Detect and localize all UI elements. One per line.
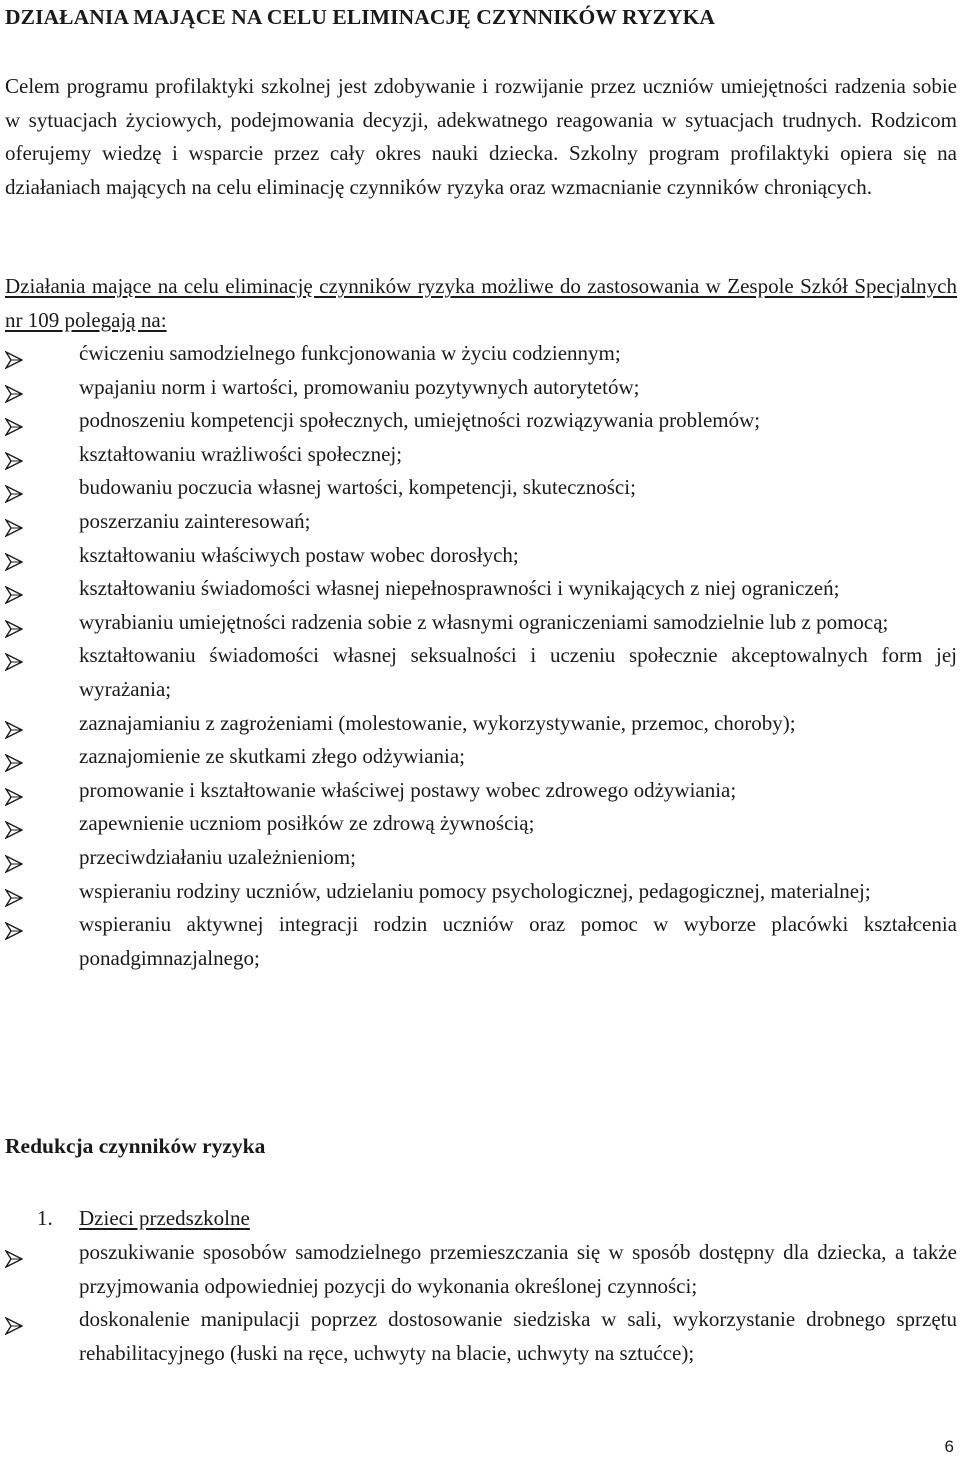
page-number: 6 (944, 1437, 954, 1456)
arrowhead-bullet-icon (5, 480, 23, 498)
list-item (5, 404, 957, 438)
list-item (5, 371, 957, 405)
list-item-text: wspieraniu rodziny uczniów, udzielaniu pomocy psychologicznej, pedagogicznej, materialnej; (79, 878, 871, 903)
group-number: 1. (37, 1206, 53, 1230)
arrowhead-bullet-icon (5, 917, 23, 935)
arrowhead-bullet-icon (5, 548, 23, 566)
list-item (5, 841, 957, 875)
arrowhead-bullet-icon (5, 1245, 23, 1263)
list-item-text: kształtowaniu świadomości własnej seksualności i uczeniu społecznie akceptowalnych form jej wyrażania; (79, 643, 957, 701)
list-item-text: podnoszeniu kompetencji społecznych, umiejętności rozwiązywania problemów; (79, 408, 761, 433)
actions-intro-paragraph (5, 270, 957, 337)
arrowhead-bullet-icon (5, 581, 23, 599)
intro-paragraph: Celem programu profilaktyki szkolnej jest zdobywanie i rozwijanie przez uczniów umiejętności radzenia sobie w sytuacjach życiowych, podejmowania decyzji, adekwatnego reagowania w sytuacjach trudnych. Rodzicom oferujemy wiedzę i wsparcie przez cały okres nauki dziecka. Szkolny program profilaktyki opiera się na działaniach mających na celu eliminację czynników ryzyka oraz wzmacnianie czynników chroniących. (5, 74, 957, 199)
list-item (5, 740, 957, 774)
arrowhead-bullet-icon (5, 749, 23, 767)
arrowhead-bullet-icon (5, 850, 23, 868)
list-item (5, 337, 957, 371)
arrowhead-bullet-icon (5, 447, 23, 465)
list-item (5, 1236, 957, 1303)
list-item (5, 639, 957, 706)
arrowhead-bullet-icon (5, 716, 23, 734)
list-item-text: kształtowaniu właściwych postaw wobec dorosłych; (79, 542, 519, 567)
list-item (5, 1303, 957, 1370)
list-item-text: poszerzaniu zainteresowań; (79, 508, 311, 533)
list-item-text: kształtowaniu świadomości własnej niepełnosprawności i wynikających z niej ograniczeń; (79, 576, 840, 601)
arrowhead-bullet-icon (5, 648, 23, 666)
list-item-text: promowanie i kształtowanie właściwej postawy wobec zdrowego odżywiania; (79, 777, 737, 802)
list-item-text: poszukiwanie sposobów samodzielnego przemieszczania się w sposób dostępny dla dziecka, a także przyjmowania odpowiedniej pozycji do wykonania określonej czynności; (79, 1240, 957, 1298)
list-item-text: wspieraniu aktywnej integracji rodzin uczniów oraz pomoc w wyborze placówki kształcenia ponadgimnazjalnego; (79, 912, 957, 970)
group-title: Dzieci przedszkolne (79, 1206, 250, 1230)
list-item (5, 471, 957, 505)
list-item-text: wyrabianiu umiejętności radzenia sobie z własnymi ograniczeniami samodzielnie lub z pomocą; (79, 609, 889, 634)
list-item-text: zaznajomienie ze skutkami złego odżywiania; (79, 744, 466, 769)
arrowhead-bullet-icon (5, 816, 23, 834)
numbered-group-title (37, 1202, 250, 1236)
arrowhead-bullet-icon (5, 1312, 23, 1330)
list-item (5, 606, 957, 640)
list-item (5, 539, 957, 573)
actions-list (5, 337, 957, 975)
list-item-text: przeciwdziałaniu uzależnieniom; (79, 844, 356, 869)
list-item-text: zapewnienie uczniom posiłków ze zdrową żywnością; (79, 811, 535, 836)
list-item-text: wpajaniu norm i wartości, promowaniu pozytywnych autorytetów; (79, 374, 640, 399)
arrowhead-bullet-icon (5, 413, 23, 431)
list-item-text: ćwiczeniu samodzielnego funkcjonowania w życiu codziennym; (79, 341, 621, 365)
list-item (5, 908, 957, 975)
list-item (5, 438, 957, 472)
arrowhead-bullet-icon (5, 884, 23, 902)
list-item-text: zaznajamianiu z zagrożeniami (molestowanie, wykorzystywanie, przemoc, choroby); (79, 710, 796, 735)
arrowhead-bullet-icon (5, 783, 23, 801)
reduction-list (5, 1236, 957, 1370)
page-heading: DZIAŁANIA MAJĄCE NA CELU ELIMINACJĘ CZYNNIKÓW RYZYKA (5, 5, 716, 29)
list-item-text: doskonalenie manipulacji poprzez dostosowanie siedziska w sali, wykorzystanie drobnego sprzętu rehabilitacyjnego (łuski na ręce, uchwyty na blacie, uchwyty na sztućce); (79, 1307, 957, 1365)
arrowhead-bullet-icon (5, 346, 23, 364)
list-item (5, 707, 957, 741)
actions-intro-text: Działania mające na celu eliminację czynników ryzyka możliwe do zastosowania w Zespole Szkół Specjalnych nr 109 polegają na: (5, 274, 957, 332)
list-item-text: kształtowaniu wrażliwości społecznej; (79, 441, 403, 466)
list-item (5, 572, 957, 606)
list-item-text: budowaniu poczucia własnej wartości, kompetencji, skuteczności; (79, 475, 636, 500)
arrowhead-bullet-icon (5, 615, 23, 633)
list-item (5, 774, 957, 808)
reduction-heading: Redukcja czynników ryzyka (5, 1134, 266, 1158)
list-item (5, 505, 957, 539)
list-item (5, 875, 957, 909)
arrowhead-bullet-icon (5, 380, 23, 398)
list-item (5, 807, 957, 841)
arrowhead-bullet-icon (5, 514, 23, 532)
